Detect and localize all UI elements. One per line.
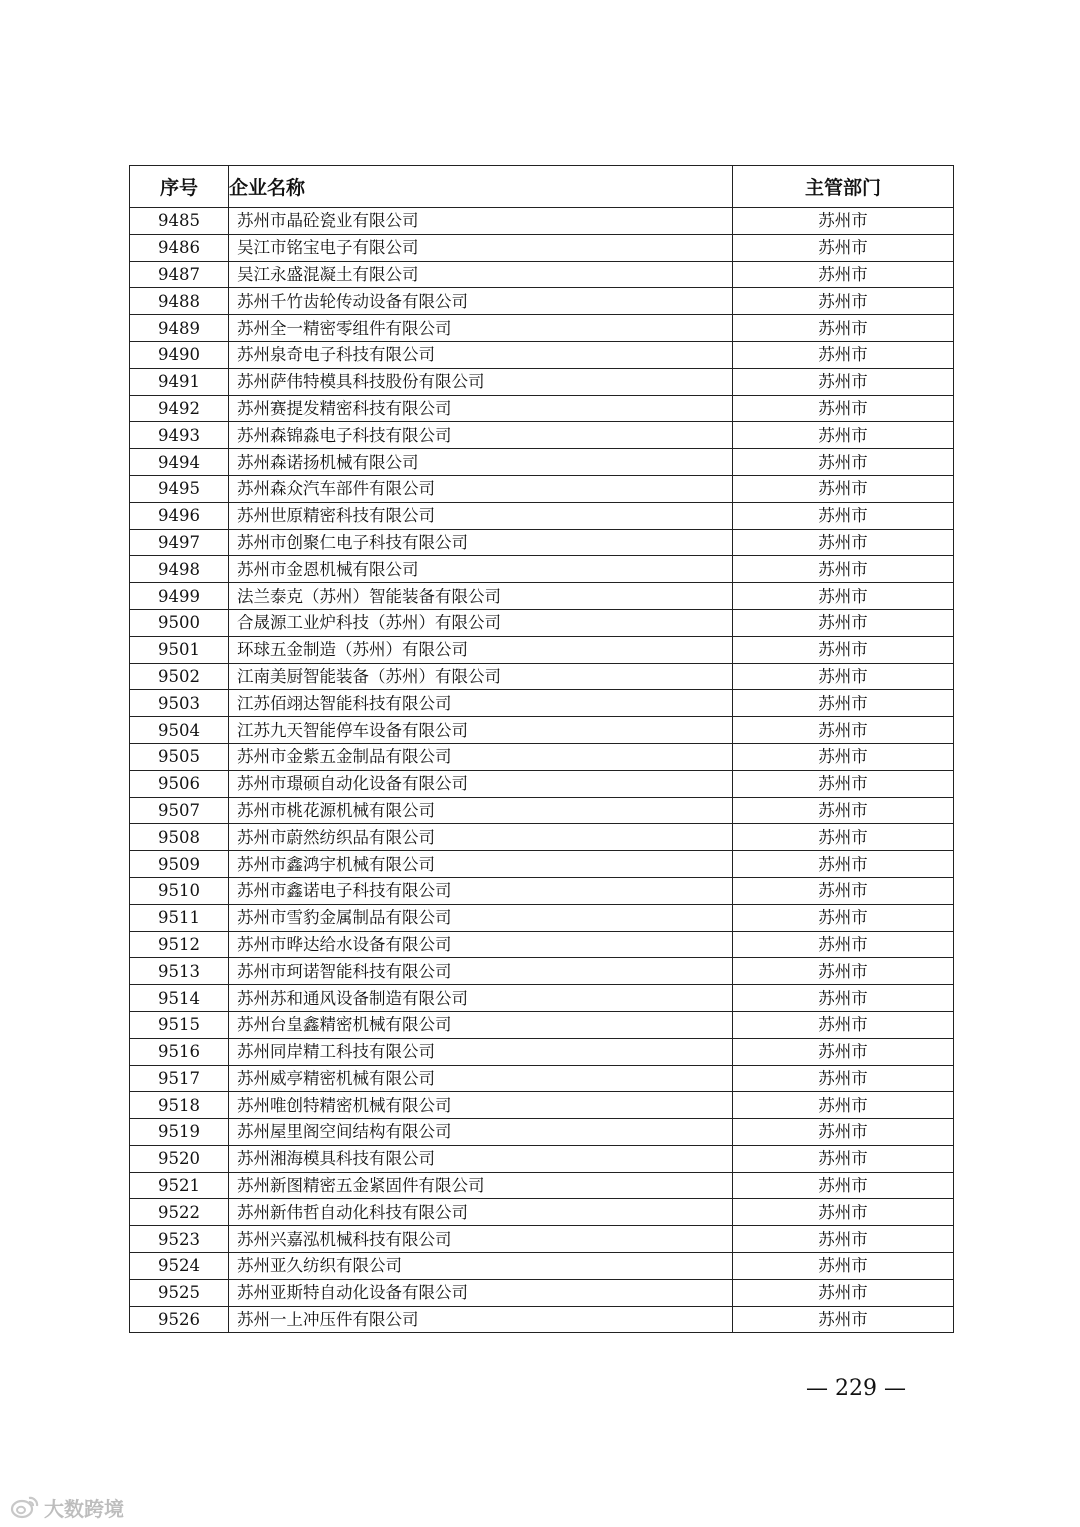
enterprise-name-cell: 苏州市雪豹金属制品有限公司	[229, 904, 733, 931]
enterprise-name-cell: 苏州千竹齿轮传动设备有限公司	[229, 288, 733, 315]
enterprise-name-cell: 苏州同岸精工科技有限公司	[229, 1038, 733, 1065]
serial-number-cell: 9521	[130, 1172, 229, 1199]
serial-number-cell: 9496	[130, 502, 229, 529]
enterprise-name-cell: 苏州亚久纺织有限公司	[229, 1253, 733, 1280]
enterprise-name-cell: 苏州市珂诺智能科技有限公司	[229, 958, 733, 985]
serial-number-cell: 9523	[130, 1226, 229, 1253]
department-cell: 苏州市	[733, 583, 954, 610]
department-cell: 苏州市	[733, 877, 954, 904]
department-cell: 苏州市	[733, 1092, 954, 1119]
header-department: 主管部门	[733, 166, 954, 208]
serial-number-cell: 9502	[130, 663, 229, 690]
table-row	[130, 261, 954, 288]
table-row	[130, 1119, 954, 1146]
department-cell: 苏州市	[733, 770, 954, 797]
enterprise-name-cell: 苏州市创聚仁电子科技有限公司	[229, 529, 733, 556]
table-row	[130, 1011, 954, 1038]
serial-number-cell: 9501	[130, 636, 229, 663]
department-cell: 苏州市	[733, 502, 954, 529]
serial-number-cell: 9522	[130, 1199, 229, 1226]
department-cell: 苏州市	[733, 395, 954, 422]
table-row	[130, 1038, 954, 1065]
department-cell: 苏州市	[733, 663, 954, 690]
department-cell: 苏州市	[733, 1306, 954, 1333]
header-serial-number: 序号	[130, 166, 229, 208]
serial-number-cell: 9499	[130, 583, 229, 610]
department-cell: 苏州市	[733, 797, 954, 824]
enterprise-name-cell: 环球五金制造（苏州）有限公司	[229, 636, 733, 663]
department-cell: 苏州市	[733, 261, 954, 288]
serial-number-cell: 9492	[130, 395, 229, 422]
serial-number-cell: 9500	[130, 609, 229, 636]
table-row	[130, 502, 954, 529]
page-number: — 229 —	[806, 1376, 906, 1401]
department-cell: 苏州市	[733, 449, 954, 476]
header-enterprise-name: 企业名称	[229, 166, 733, 208]
serial-number-cell: 9491	[130, 368, 229, 395]
weibo-logo-icon	[10, 1495, 40, 1519]
watermark-text: 大数跨境	[44, 1496, 124, 1521]
enterprise-name-cell: 合晟源工业炉科技（苏州）有限公司	[229, 609, 733, 636]
serial-number-cell: 9493	[130, 422, 229, 449]
department-cell: 苏州市	[733, 636, 954, 663]
department-cell: 苏州市	[733, 1011, 954, 1038]
department-cell: 苏州市	[733, 234, 954, 261]
department-cell: 苏州市	[733, 958, 954, 985]
serial-number-cell: 9514	[130, 985, 229, 1012]
enterprise-name-cell: 苏州森锦淼电子科技有限公司	[229, 422, 733, 449]
table-row	[130, 1065, 954, 1092]
department-cell: 苏州市	[733, 529, 954, 556]
department-cell: 苏州市	[733, 690, 954, 717]
enterprise-name-cell: 苏州台皇鑫精密机械有限公司	[229, 1011, 733, 1038]
enterprise-table	[129, 165, 954, 1333]
table-row	[130, 368, 954, 395]
serial-number-cell: 9508	[130, 824, 229, 851]
watermark	[10, 1492, 124, 1522]
department-cell: 苏州市	[733, 904, 954, 931]
table-row	[130, 609, 954, 636]
department-cell: 苏州市	[733, 475, 954, 502]
enterprise-name-cell: 苏州市鑫诺电子科技有限公司	[229, 877, 733, 904]
table-row	[130, 422, 954, 449]
department-cell: 苏州市	[733, 985, 954, 1012]
serial-number-cell: 9524	[130, 1253, 229, 1280]
table-row	[130, 315, 954, 342]
serial-number-cell: 9505	[130, 743, 229, 770]
department-cell: 苏州市	[733, 1253, 954, 1280]
table-row	[130, 743, 954, 770]
table-row	[130, 1145, 954, 1172]
enterprise-name-cell: 苏州萨伟特模具科技股份有限公司	[229, 368, 733, 395]
enterprise-name-cell: 苏州新图精密五金紧固件有限公司	[229, 1172, 733, 1199]
serial-number-cell: 9513	[130, 958, 229, 985]
enterprise-name-cell: 苏州威亭精密机械有限公司	[229, 1065, 733, 1092]
enterprise-name-cell: 苏州一上冲压件有限公司	[229, 1306, 733, 1333]
department-cell: 苏州市	[733, 368, 954, 395]
serial-number-cell: 9515	[130, 1011, 229, 1038]
enterprise-name-cell: 苏州苏和通风设备制造有限公司	[229, 985, 733, 1012]
table-row	[130, 797, 954, 824]
serial-number-cell: 9525	[130, 1279, 229, 1306]
table-row	[130, 583, 954, 610]
serial-number-cell: 9519	[130, 1119, 229, 1146]
department-cell: 苏州市	[733, 717, 954, 744]
table-row	[130, 1226, 954, 1253]
table-row	[130, 985, 954, 1012]
serial-number-cell: 9526	[130, 1306, 229, 1333]
enterprise-name-cell: 苏州亚斯特自动化设备有限公司	[229, 1279, 733, 1306]
serial-number-cell: 9517	[130, 1065, 229, 1092]
department-cell: 苏州市	[733, 824, 954, 851]
department-cell: 苏州市	[733, 1172, 954, 1199]
table-row	[130, 851, 954, 878]
enterprise-name-cell: 苏州市鑫鸿宇机械有限公司	[229, 851, 733, 878]
department-cell: 苏州市	[733, 1038, 954, 1065]
table-row	[130, 395, 954, 422]
table-row	[130, 1279, 954, 1306]
table-row	[130, 556, 954, 583]
enterprise-name-cell: 苏州世原精密科技有限公司	[229, 502, 733, 529]
serial-number-cell: 9494	[130, 449, 229, 476]
enterprise-name-cell: 苏州森众汽车部件有限公司	[229, 475, 733, 502]
enterprise-name-cell: 苏州屋里阁空间结构有限公司	[229, 1119, 733, 1146]
table-row	[130, 636, 954, 663]
enterprise-name-cell: 苏州市璟硕自动化设备有限公司	[229, 770, 733, 797]
department-cell: 苏州市	[733, 208, 954, 235]
serial-number-cell: 9510	[130, 877, 229, 904]
table-header	[130, 166, 954, 208]
department-cell: 苏州市	[733, 743, 954, 770]
table-row	[130, 1253, 954, 1280]
enterprise-name-cell: 法兰泰克（苏州）智能装备有限公司	[229, 583, 733, 610]
enterprise-name-cell: 苏州市晶砼瓷业有限公司	[229, 208, 733, 235]
table-row	[130, 663, 954, 690]
department-cell: 苏州市	[733, 1145, 954, 1172]
serial-number-cell: 9488	[130, 288, 229, 315]
serial-number-cell: 9486	[130, 234, 229, 261]
department-cell: 苏州市	[733, 1226, 954, 1253]
serial-number-cell: 9509	[130, 851, 229, 878]
table-row	[130, 904, 954, 931]
enterprise-name-cell: 江苏九天智能停车设备有限公司	[229, 717, 733, 744]
serial-number-cell: 9485	[130, 208, 229, 235]
serial-number-cell: 9490	[130, 341, 229, 368]
enterprise-name-cell: 苏州泉奇电子科技有限公司	[229, 341, 733, 368]
enterprise-name-cell: 吴江市铭宝电子有限公司	[229, 234, 733, 261]
serial-number-cell: 9507	[130, 797, 229, 824]
table-row	[130, 717, 954, 744]
enterprise-name-cell: 苏州市桃花源机械有限公司	[229, 797, 733, 824]
enterprise-name-cell: 苏州全一精密零组件有限公司	[229, 315, 733, 342]
department-cell: 苏州市	[733, 1119, 954, 1146]
department-cell: 苏州市	[733, 851, 954, 878]
department-cell: 苏州市	[733, 1279, 954, 1306]
serial-number-cell: 9516	[130, 1038, 229, 1065]
table-row	[130, 877, 954, 904]
table-row	[130, 234, 954, 261]
table-body	[130, 208, 954, 1333]
serial-number-cell: 9487	[130, 261, 229, 288]
table-row	[130, 770, 954, 797]
serial-number-cell: 9518	[130, 1092, 229, 1119]
serial-number-cell: 9497	[130, 529, 229, 556]
serial-number-cell: 9504	[130, 717, 229, 744]
serial-number-cell: 9503	[130, 690, 229, 717]
table-row	[130, 824, 954, 851]
enterprise-name-cell: 苏州市蔚然纺织品有限公司	[229, 824, 733, 851]
enterprise-name-cell: 苏州市晔达给水设备有限公司	[229, 931, 733, 958]
table-row	[130, 931, 954, 958]
table-row	[130, 208, 954, 235]
enterprise-name-cell: 江南美厨智能装备（苏州）有限公司	[229, 663, 733, 690]
enterprise-name-cell: 吴江永盛混凝土有限公司	[229, 261, 733, 288]
department-cell: 苏州市	[733, 422, 954, 449]
table-row	[130, 1092, 954, 1119]
table-row	[130, 1306, 954, 1333]
enterprise-name-cell: 江苏佰翊达智能科技有限公司	[229, 690, 733, 717]
serial-number-cell: 9495	[130, 475, 229, 502]
table-row	[130, 341, 954, 368]
department-cell: 苏州市	[733, 931, 954, 958]
department-cell: 苏州市	[733, 341, 954, 368]
table-row	[130, 1199, 954, 1226]
table-row	[130, 1172, 954, 1199]
header-row	[130, 166, 954, 208]
serial-number-cell: 9512	[130, 931, 229, 958]
enterprise-name-cell: 苏州湘海模具科技有限公司	[229, 1145, 733, 1172]
table-row	[130, 475, 954, 502]
department-cell: 苏州市	[733, 609, 954, 636]
enterprise-name-cell: 苏州唯创特精密机械有限公司	[229, 1092, 733, 1119]
enterprise-name-cell: 苏州兴嘉泓机械科技有限公司	[229, 1226, 733, 1253]
table-row	[130, 449, 954, 476]
serial-number-cell: 9506	[130, 770, 229, 797]
department-cell: 苏州市	[733, 315, 954, 342]
serial-number-cell: 9498	[130, 556, 229, 583]
enterprise-name-cell: 苏州市金恩机械有限公司	[229, 556, 733, 583]
table-row	[130, 690, 954, 717]
enterprise-name-cell: 苏州赛提发精密科技有限公司	[229, 395, 733, 422]
department-cell: 苏州市	[733, 556, 954, 583]
department-cell: 苏州市	[733, 1199, 954, 1226]
enterprise-name-cell: 苏州新伟哲自动化科技有限公司	[229, 1199, 733, 1226]
serial-number-cell: 9489	[130, 315, 229, 342]
table-row	[130, 958, 954, 985]
enterprise-name-cell: 苏州市金紫五金制品有限公司	[229, 743, 733, 770]
table-row	[130, 288, 954, 315]
table-row	[130, 529, 954, 556]
department-cell: 苏州市	[733, 288, 954, 315]
department-cell: 苏州市	[733, 1065, 954, 1092]
enterprise-name-cell: 苏州森诺扬机械有限公司	[229, 449, 733, 476]
serial-number-cell: 9511	[130, 904, 229, 931]
serial-number-cell: 9520	[130, 1145, 229, 1172]
